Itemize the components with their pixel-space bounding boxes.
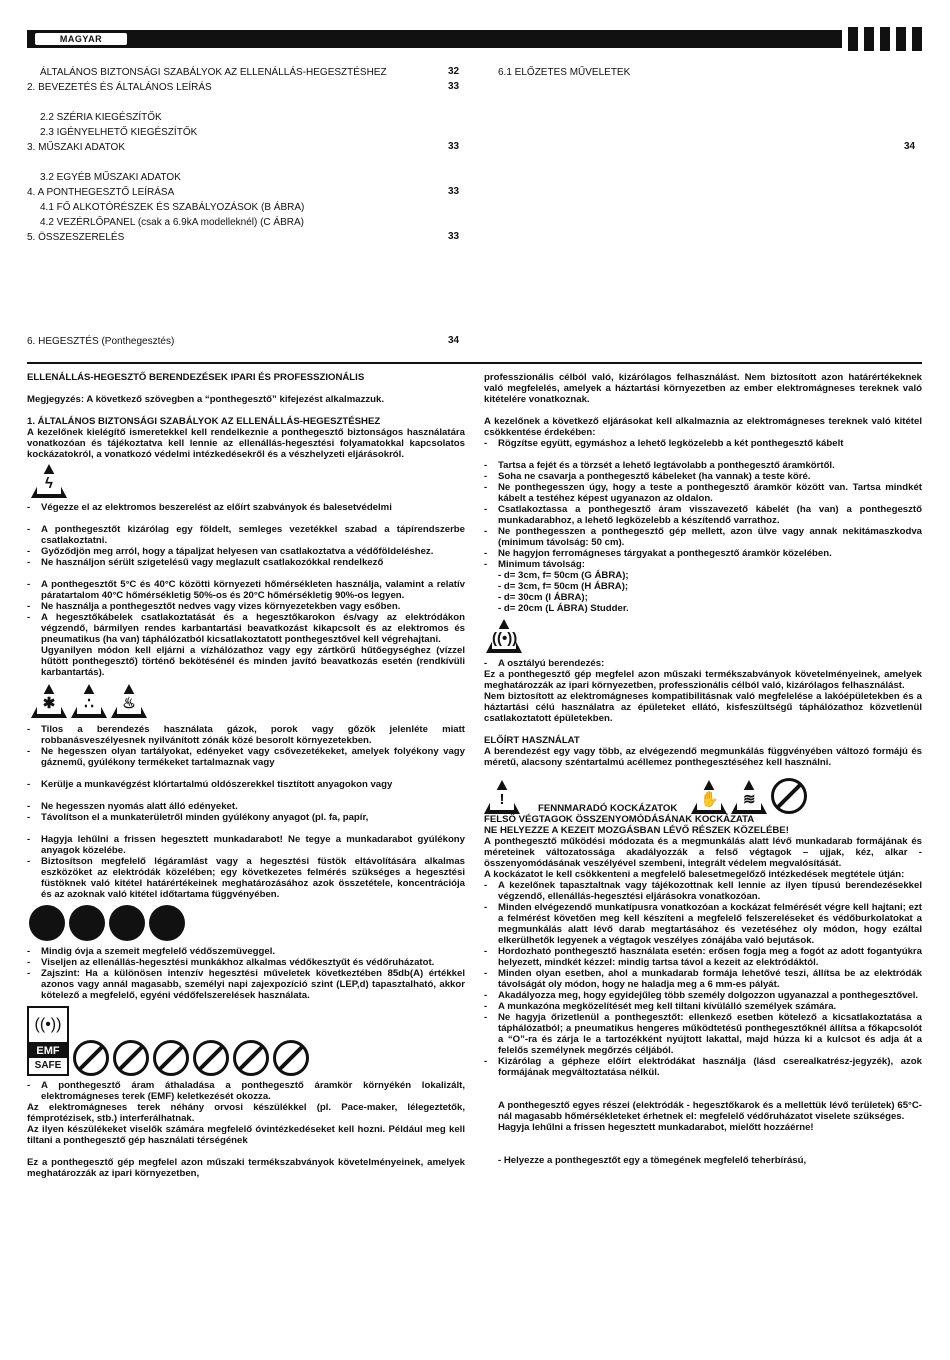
header-bar: [27, 30, 922, 48]
list-item: Biztosítson megfelelő légáramlást vagy a hegesztési füstök eltávolítására alkalmas eszközöket az elektródák közelében; egy következetes felmérés szükséges a hegesztési füstöknek való kitétel határértékeinek meghatározásához azok összetétele, koncentrációja és az azoknak való kitétel időtartama függvényében.: [41, 856, 465, 900]
section-heading: 1. ÁLTALÁNOS BIZTONSÁGI SZABÁLYOK AZ ELLENÁLLÁS-HEGESZTÉSHEZ: [27, 416, 381, 427]
toc-item: 6. HEGESZTÉS (Ponthegesztés): [27, 336, 175, 347]
no-hands-icon: [771, 778, 807, 814]
paragraph: A ponthegesztő működési módozata és a megmunkálás alatt lévő munkadarab formájának és méreteinek változatossága akadályozzák a felső végtagok – ujjak, kéz, alkar - összenyomódásának veszélyével szembeni, integrált védelem megvalósítását.: [484, 836, 922, 869]
list-item: Hordozható ponthegesztő használata esetén: erősen fogja meg a fogót az adott fogantyúkra helyezett, mindkét kézzel: mindig tartsa távol a kezeit az elektródáktól.: [498, 946, 922, 968]
distance-item: - d= 3cm, f= 50cm (H ÁBRA);: [498, 581, 629, 592]
no-metal-implant-icon: [193, 1040, 229, 1076]
list-item: Távolítson el a munkaterületről minden gyúlékony anyagot (pl. fa, papír,: [41, 812, 369, 823]
distance-item: - d= 20cm (L ÁBRA) Studder.: [498, 603, 629, 614]
no-tools-icon: [233, 1040, 269, 1076]
section-heading: ELŐÍRT HASZNÁLAT: [484, 735, 580, 746]
list-item: Minden elvégezendő munkatípusra vonatkozóan a kockázat felmérését végre kell hajtani; ezt a felmérést követően meg kell készíteni a megfelelő felszereléseket és védőburkolatokat a megmunkálás alatt lévő darab megtartásához és vezetéséhez oly módon, hogy ezáltal elkerülhetők legyenek a végtagok veszélyes zónájába való bejutások.: [498, 902, 922, 946]
list-item: A osztályú berendezés:: [498, 658, 605, 669]
paragraph: Ez a ponthegesztő gép megfelel azon műszaki termékszabványok követelményeinek, amelyek meghatározzák az ipari környezetben,: [27, 1157, 465, 1179]
toc-item: 5. ÖSSZESZERELÉS: [27, 232, 125, 243]
list-item: Ne hegesszen olyan tartályokat, edényeket vagy csővezetékeket, amelyek folyékony vagy gáznemű, gyúlékony termékeket tartalmaznak vagy: [41, 746, 465, 768]
list-item: Ne hagyja őrizetlenül a ponthegesztőt: ellenkező esetben kötelező a kicsatlakoztatása a táphálózatból; a pneumatikus hengeres működtetésű ponthegesztőknél állítsa a főkapcsolót a “O”-ra és zárja le a tartozékként nyújtott lakattal, majd húzza ki a kulcsot és adja át a felelős személynek megőrzés céljából.: [498, 1012, 922, 1056]
explosion-hazard-icon: ✱: [31, 684, 67, 718]
toc-item: 4. A PONTHEGESZTŐ LEÍRÁSA: [27, 187, 175, 198]
toc-item: 2.3 IGÉNYELHETŐ KIEGÉSZÍTŐK: [40, 127, 198, 138]
radiation-warning-icon: ((•)): [486, 619, 522, 653]
list-item: Ne használja a ponthegesztőt nedves vagy vizes környezetekben vagy esőben.: [41, 601, 401, 612]
paragraph: professzionális célból való, kizárólagos felhasználást. Nem biztosított azon határértékeknek való megfelelés, amelyek a háztartási környezetben az ember elektromágneses tereknek való kitételére vonatkoznak.: [484, 372, 922, 405]
list-item: Viseljen az ellenállás-hegesztési munkákhoz alkalmas védőkesztyűt és védőruházatot.: [41, 957, 435, 968]
paragraph: Ez a ponthegesztő gép megfelel azon műszaki termékszabványok követelményeinek, amelyek meghatározzák az ipari környezetben, professzionális célból való, kizárólagos felhasználást.: [484, 669, 922, 691]
list-item: Minden olyan esetben, ahol a munkadarab formája lehetővé teszi, állítsa be az elektródák távolságát oly módon, hogy ne haladja meg a 6 mm-es pályát.: [498, 968, 922, 990]
risk-line: FELSŐ VÉGTAGOK ÖSSZENYOMÓDÁSÁNAK KOCKÁZATA: [484, 814, 755, 825]
hot-surface-icon: ≋: [731, 780, 767, 814]
toc-item: 2.2 SZÉRIA KIEGÉSZÍTŐK: [40, 112, 162, 123]
fire-hazard-icon: ♨: [111, 684, 147, 718]
no-card-icon: [273, 1040, 309, 1076]
paragraph: Az ilyen készülékeket viselők számára megfelelő óvintézkedéseket kell hozni. Például meg kell tiltani a ponthegesztő gép használati térségének: [27, 1124, 465, 1146]
list-item: Ne ponthegesszen úgy, hogy a teste a ponthegesztő áramkör között van. Tartsa mindkét kábelt a testéhez képest ugyanazon az oldalon.: [498, 482, 922, 504]
protective-clothing-icon: [29, 905, 65, 941]
list-item: A hegesztőkábelek csatlakoztatását és a hegesztőkarokon és/vagy az elektródákon végzendő, bármilyen rendes karbantartási beavatkozást kikapcsolt és az elektromos és pneumatikus (ha van) táphálózatból kicsatlakoztatott ponthegesztővel kell végrehajtani.: [41, 612, 465, 645]
list-item: Minimum távolság:: [498, 559, 585, 570]
no-watch-icon: [153, 1040, 189, 1076]
section-divider: [27, 362, 922, 364]
emf-safe-icon: ((•)) EMF SAFE: [27, 1006, 69, 1076]
header-stripes: [842, 27, 922, 51]
toc-page: 33: [448, 141, 460, 152]
list-item: A ponthegesztőt 5°C és 40°C közötti környezeti hőmérsékleten használja, valamint a relatív páratartalom 40°C hőmérsékletig 50%-os és 20°C hőmérsékletig 90%-os legyen.: [41, 579, 465, 601]
no-heart-device-icon: [113, 1040, 149, 1076]
toc-item: 3.2 EGYÉB MŰSZAKI ADATOK: [40, 172, 181, 183]
right-column: professzionális célból való, kizárólagos felhasználást. Nem biztosított azon határértékeknek való megfelelés, amelyek a háztartási környezetben az ember elektromágneses tereknek való kitételére vonatkoznak. A kezelőnek a következő eljárásokat kell alkalmaznia az elektromágneses tereknek való kitétel csökkentése érdekében: - Rögzítse együtt, egymáshoz a lehető legközelebb a két ponthegesztő kábelt - Tartsa a fejét és a törzsét a lehető legtávolabb a ponthegesztő áramkörtől. - Soha ne csavarja a ponthegesztő kábeleket (ha vannak) a teste köré. - Ne ponthegesszen úgy, hogy a teste a ponthegesztő áramkör között van. Tartsa mindkét kábelt a testéhez képest ugyanazon az oldalon. - Csatlakoztassa a ponthegesztő áram visszavezető kábelét (ha van) a ponthegesztő munkadarabhoz, a lehető legközelebb a készítendő varrathoz. - Ne ponthegesszen a ponthegesztő gép mellett, azon ülve vagy annak nekitámaszkodva (minimum távolság: 50 cm). - Ne hagyjon ferromágneses tárgyakat a ponthegesztő áramkör közelében. - Minimum távolság: - d= 3cm, f= 50cm (G ÁBRA); - d= 3cm, f= 50cm (H ÁBRA); - d= 30cm (I ÁBRA); - d= 20cm (L ÁBRA) Studder. ((•)) - A osztályú berendezés: Ez a ponthegesztő gép megfelel azon műszaki termékszabványok követelményeinek, amelyek meghatározzák az ipari környezetben, professzionális célból való, kizárólagos felhasználást. Nem biztosított az elektromágneses kompatibilitásnak való megfelelése a lakóépületekben és a háztartási célú használatra az épületeket ellátó, kisfeszültségű táphálózathoz közvetlenül csatlakoztatott épületekben. ELŐÍRT HASZNÁLAT A berendezést egy vagy több, az elvégezendő megmunkálás függvényében változó formájú és méretű, alacsony széntartalmú acéllemez ponthegesztéséhez kell használni. ! FENNMARADÓ KOCKÁZATOK ✋ ≋ FELSŐ VÉGTAGOK ÖSSZENYOMÓDÁSÁNAK KOCKÁZATA NE HELYEZZE A KEZEIT MOZGÁSBAN LÉVŐ RÉSZEK KÖZELÉBE! A ponthegesztő működési módozata és a megmunkálás alatt lévő munkadarab formájának és méreteinek változatossága akadályozzák a felső végtagok – ujjak, kéz, alkar - összenyomódásának veszélyével szembeni, integrált védelem megvalósítását. A kockázatot le kell csökkenteni a megfelelő balesetmegelőző intézkedések megtétele útján: - A kezelőnek tapasztaltnak vagy tájékozottnak kell lennie az ilyen típusú berendezésekkel végzendő, ellenállás-hegesztési eljárásokra vonatkozóan. - Minden elvégezendő munkatípusra vonatkozóan a kockázat felmérését végre kell hajtani; ezt a felmérést követően meg kell készíteni a megfelelő felszereléseket és védőburkolatokat a megmunkálás alatt lévő darab megtartásához és vezetéséhez oly módon, hogy ezáltal elkerülhetők legyenek a végtagok veszélyes zónájába való bejutások. - Hordozható ponthegesztő használata esetén: erősen fogja meg a fogót az adott fogantyúkra helyezett, mindkét kézzel: mindig tartsa távol a kezeit az elektródáktól. - Minden olyan esetben, ahol a munkadarab formája lehetővé teszi, állítsa be az elektródák távolságát oly módon, hogy ne haladja meg a 6 mm-es pályát. - Akadályozza meg, hogy egyidejűleg több személy dolgozzon ugyanazzal a ponthegesztővel. - A munkazóna megközelítését meg kell tiltani kívülálló személyek számára. - Ne hagyja őrizetlenül a ponthegesztőt: ellenkező esetben kötelező a kicsatlakoztatása a táphálózatból; a pneumatikus hengeres működtetésű ponthegesztőknél állítsa a főkapcsolót a “O”-ra és zárja le a tartozékként nyújtott lakattal, majd húzza ki a kulcsot és adja át a felelős személynek megőrzés céljából. - Kizárólag a gépheze előírt elektródákat használja (lásd cserealkatrész-jegyzék), azok formájának megváltoztatása nélkül. A ponthegesztő egyes részei (elektródák - hegesztőkarok és a mellettük lévő területek) 65°C-nál magasabb hőmérsékleteket érhetnek el: megfelelő védőruházatot viselete szükséges. Hagyja lehűlni a frissen hegesztett munkadarabot, mielőtt hozzáérne! - Helyezze a ponthegesztőt egy a tömegének megfelelő teherbírású,: [484, 372, 922, 1166]
paragraph: A berendezést egy vagy több, az elvégezendő megmunkálás függvényében változó formájú és méretű, alacsony széntartalmú acéllemez ponthegesztéséhez kell használni.: [484, 746, 922, 768]
toc-item: ÁLTALÁNOS BIZTONSÁGI SZABÁLYOK AZ ELLENÁLLÁS-HEGESZTÉSHEZ: [40, 67, 387, 78]
goggles-icon: [109, 905, 145, 941]
dust-hazard-icon: ∴: [71, 684, 107, 718]
list-item: Ne hagyjon ferromágneses tárgyakat a ponthegesztő áramkör közelében.: [498, 548, 832, 559]
note: Megjegyzés: A következő szövegben a “ponthegesztő” kifejezést alkalmazzuk.: [27, 394, 385, 405]
list-item: Ugyanilyen módon kell eljárni a vízhálózathoz vagy egy zártkörű hűtőegységhez (vízzel hűtött ponthegesztő) történő bekötésénél és minden javító beavatkozás esetén (rendkívüli karbantartás).: [41, 645, 465, 678]
list-item: Győződjön meg arról, hogy a tápaljzat helyesen van csatlakoztatva a védőföldeléshez.: [41, 546, 434, 557]
toc-page: 33: [448, 81, 460, 92]
list-item: Rögzítse együtt, egymáshoz a lehető legközelebb a két ponthegesztő kábelt: [498, 438, 844, 449]
paragraph: A kockázatot le kell csökkenteni a megfelelő balesetmegelőző intézkedések megtétele útján:: [484, 869, 905, 880]
paragraph: - Helyezze a ponthegesztőt egy a tömegének megfelelő teherbírású,: [498, 1155, 807, 1166]
list-item: Tilos a berendezés használata gázok, porok vagy gőzök jelenléte miatt robbanásveszélyesnek nyilvánított zónák közé besorolt környezetekben.: [41, 724, 465, 746]
list-item: Tartsa a fejét és a törzsét a lehető legtávolabb a ponthegesztő áramkörtől.: [498, 460, 835, 471]
toc-page: 33: [448, 231, 460, 242]
list-item: A ponthegesztőt kizárólag egy földelt, semleges vezetékkel szabad a tápírendszerbe csatlakoztatni.: [41, 524, 465, 546]
risk-title: FENNMARADÓ KOCKÁZATOK: [538, 803, 678, 814]
paragraph: A kezelőnek a következő eljárásokat kell alkalmaznia az elektromágneses tereknek való kitétel csökkentése érdekében:: [484, 416, 922, 438]
doc-title: ELLENÁLLÁS-HEGESZTŐ BERENDEZÉSEK IPARI ÉS PROFESSZIONÁLIS: [27, 372, 365, 383]
crush-hazard-icon: ✋: [691, 780, 727, 814]
list-item: A munkazóna megközelítését meg kell tiltani kívülálló személyek számára.: [498, 1001, 837, 1012]
list-item: Ne ponthegesszen a ponthegesztő gép mellett, azon ülve vagy annak nekitámaszkodva (minimum távolság: 50 cm).: [498, 526, 922, 548]
language-label: MAGYAR: [35, 33, 127, 45]
toc-page: 33: [448, 186, 460, 197]
paragraph: A kezelőnek kielégítő ismeretekkel kell rendelkeznie a ponthegesztő biztonságos használatára vonatkozóan és tájékoztatva kell lennie az ellenállás-hegesztési folyamatokkal kapcsolatos kockázatokról, a vonatkozó védelmi intézkedésekről és a vészhelyzeti eljárásokról.: [27, 427, 465, 460]
toc-page: 34: [448, 335, 460, 346]
toc-item: 3. MŰSZAKI ADATOK: [27, 142, 125, 153]
left-column: ELLENÁLLÁS-HEGESZTŐ BERENDEZÉSEK IPARI ÉS PROFESSZIONÁLIS Megjegyzés: A következő szövegben a “ponthegesztő” kifejezést alkalmazzuk. 1. ÁLTALÁNOS BIZTONSÁGI SZABÁLYOK AZ ELLENÁLLÁS-HEGESZTÉSHEZ A kezelőnek kielégítő ismeretekkel kell rendelkeznie a ponthegesztő biztonságos használatára vonatkozóan és tájékoztatva kell lennie az ellenállás-hegesztési folyamatokkal kapcsolatos kockázatokról, a vonatkozó védelmi intézkedésekről és a vészhelyzeti eljárásokról. ϟ - Végezze el az elektromos beszerelést az előírt szabványok és balesetvédelmi - A ponthegesztőt kizárólag egy földelt, semleges vezetékkel szabad a tápírendszerbe csatlakoztatni. - Győződjön meg arról, hogy a tápaljzat helyesen van csatlakoztatva a védőföldeléshez. - Ne használjon sérült szigetelésű vagy meglazult csatlakozókkal rendelkező - A ponthegesztőt 5°C és 40°C közötti környezeti hőmérsékleten használja, valamint a relatív páratartalom 40°C hőmérsékletig 50%-os és 20°C hőmérsékletig 90%-os legyen. - Ne használja a ponthegesztőt nedves vagy vizes környezetekben vagy esőben. - A hegesztőkábelek csatlakoztatását és a hegesztőkarokon és/vagy az elektródákon végzendő, bármilyen rendes karbantartási beavatkozást kikapcsolt és az elektromos és pneumatikus (ha van) táphálózatból kicsatlakoztatott ponthegesztővel kell végrehajtani. Ugyanilyen módon kell eljárni a vízhálózathoz vagy egy zártkörű hűtőegységhez (vízzel hűtött ponthegesztő) történő bekötésénél és minden javító beavatkozás esetén (rendkívüli karbantartás). ✱ ∴ ♨ - Tilos a berendezés használata gázok, porok vagy gőzök jelenléte miatt robbanásveszélyesnek nyilvánított zónák közé besorolt környezetekben. - Ne hegesszen olyan tartályokat, edényeket vagy csővezetékeket, amelyek folyékony vagy gáznemű, gyúlékony termékeket tartalmaznak vagy - Kerülje a munkavégzést klórtartalmú oldószerekkel tisztított anyagokon vagy - Ne hegesszen nyomás alatt álló edényeket. - Távolítson el a munkaterületről minden gyúlékony anyagot (pl. fa, papír, - Hagyja lehűlni a frissen hegesztett munkadarabot! Ne tegye a munkadarabot gyúlékony anyagok közelébe. - Biztosítson megfelelő légáramlást vagy a hegesztési füstök eltávolítására alkalmas eszközöket az elektródák közelében; egy következetes felmérés szükséges a hegesztési füstöknek való kitétel határértékeinek meghatározásához azok összetétele, koncentrációja és az azoknak való kitétel időtartama függvényében. - Mindig óvja a szemeit megfelelő védőszemüveggel. - Viseljen az ellenállás-hegesztési munkákhoz alkalmas védőkesztyűt és védőruházatot. - Zajszint: Ha a különösen intenzív hegesztési műveletek következtében 85db(A) értékkel azonos vagy annál magasabb, személyi napi zajexpozíció szint (LEP,d) tapasztalható, akkor kötelező a megfelelő, egyéni védőfelszerelések használata. ((•)) EMF SAFE - A ponthegesztő áram áthaladása a ponthegesztő áramkör környékén lokalizált, elektromágneses terek (EMF) keletkezését okozza. Az elektromágneses terek néhány orvosi készülékkel (pl. Pace-maker, lélegeztetők, fémprotézisek, stb.) interferálhatnak. Az ilyen készülékeket viselők számára megfelelő óvintézkedéseket kell hozni. Például meg kell tiltani a ponthegesztő gép használati térségének Ez a ponthegesztő gép megfelel azon műszaki termékszabványok követelményeinek, amelyek meghatározzák az ipari környezetben,: [27, 372, 465, 1179]
list-item: Kerülje a munkavégzést klórtartalmú oldószerekkel tisztított anyagokon vagy: [41, 779, 393, 790]
ear-protection-icon: [149, 905, 185, 941]
gloves-icon: [69, 905, 105, 941]
toc-item: 2. BEVEZETÉS ÉS ÁLTALÁNOS LEÍRÁS: [27, 82, 212, 93]
paragraph: Hagyja lehűlni a frissen hegesztett munkadarabot, mielőtt hozzáérne!: [498, 1122, 814, 1133]
paragraph: Nem biztosított az elektromágneses kompatibilitásnak való megfelelése a lakóépületekben és a háztartási célú használatra az épületeket ellátó, kisfeszültségű táphálózathoz közvetlenül csatlakoztatott épületekben.: [484, 691, 922, 724]
risk-line: NE HELYEZZE A KEZEIT MOZGÁSBAN LÉVŐ RÉSZEK KÖZELÉBE!: [484, 825, 789, 836]
electric-hazard-icon: ϟ: [31, 464, 67, 498]
list-item: Mindig óvja a szemeit megfelelő védőszemüveggel.: [41, 946, 276, 957]
list-item: Soha ne csavarja a ponthegesztő kábeleket (ha vannak) a teste köré.: [498, 471, 811, 482]
toc-item: 6.1 ELŐZETES MŰVELETEK: [498, 67, 631, 78]
toc-page: 34: [904, 141, 916, 152]
distance-item: - d= 3cm, f= 50cm (G ÁBRA);: [498, 570, 629, 581]
list-item: A kezelőnek tapasztaltnak vagy tájékozottnak kell lennie az ilyen típusú berendezésekkel végzendő, ellenállás-hegesztési eljárásokra vonatkozóan.: [498, 880, 922, 902]
general-warning-icon: !: [484, 780, 520, 814]
list-item: Akadályozza meg, hogy egyidejűleg több személy dolgozzon ugyanazzal a ponthegesztővel.: [498, 990, 919, 1001]
toc-item: 4.1 FŐ ALKOTÓRÉSZEK ÉS SZABÁLYOZÁSOK (B ÁBRA): [40, 202, 305, 213]
toc-item: 4.2 VEZÉRLŐPANEL (csak a 6.9kA modelleknél) (C ÁBRA): [40, 217, 304, 228]
paragraph: Az elektromágneses terek néhány orvosi készülékkel (pl. Pace-maker, lélegeztetők, fémprotézisek, stb.) interferálhatnak.: [27, 1102, 465, 1124]
list-item: A ponthegesztő áram áthaladása a ponthegesztő áramkör környékén lokalizált, elektromágneses terek (EMF) keletkezését okozza.: [41, 1080, 465, 1102]
list-item: Csatlakoztassa a ponthegesztő áram visszavezető kábelét (ha van) a ponthegesztő munkadarabhoz, a lehető legközelebb a készítendő varrathoz.: [498, 504, 922, 526]
list-item: Hagyja lehűlni a frissen hegesztett munkadarabot! Ne tegye a munkadarabot gyúlékony anyagok közelébe.: [41, 834, 465, 856]
distance-item: - d= 30cm (I ÁBRA);: [498, 592, 588, 603]
list-item: Kizárólag a gépheze előírt elektródákat használja (lásd cserealkatrész-jegyzék), azok formájának megváltoztatása nélkül.: [498, 1056, 922, 1078]
paragraph: A ponthegesztő egyes részei (elektródák - hegesztőkarok és a mellettük lévő területek) 65°C-nál magasabb hőmérsékleteket érhetnek el: megfelelő védőruházatot viselete szükséges.: [498, 1100, 922, 1122]
list-item: Ne hegesszen nyomás alatt álló edényeket.: [41, 801, 238, 812]
list-item: Ne használjon sérült szigetelésű vagy meglazult csatlakozókkal rendelkező: [41, 557, 384, 568]
no-pacemaker-icon: [73, 1040, 109, 1076]
toc-page: 32: [448, 66, 460, 77]
list-item: Végezze el az elektromos beszerelést az előírt szabványok és balesetvédelmi: [41, 502, 392, 513]
list-item: Zajszint: Ha a különösen intenzív hegesztési műveletek következtében 85db(A) értékkel azonos vagy annál magasabb, személyi napi zajexpozíció szint (LEP,d) tapasztalható, akkor kötelező a megfelelő, egyéni védőfelszerelések használata.: [41, 968, 465, 1001]
